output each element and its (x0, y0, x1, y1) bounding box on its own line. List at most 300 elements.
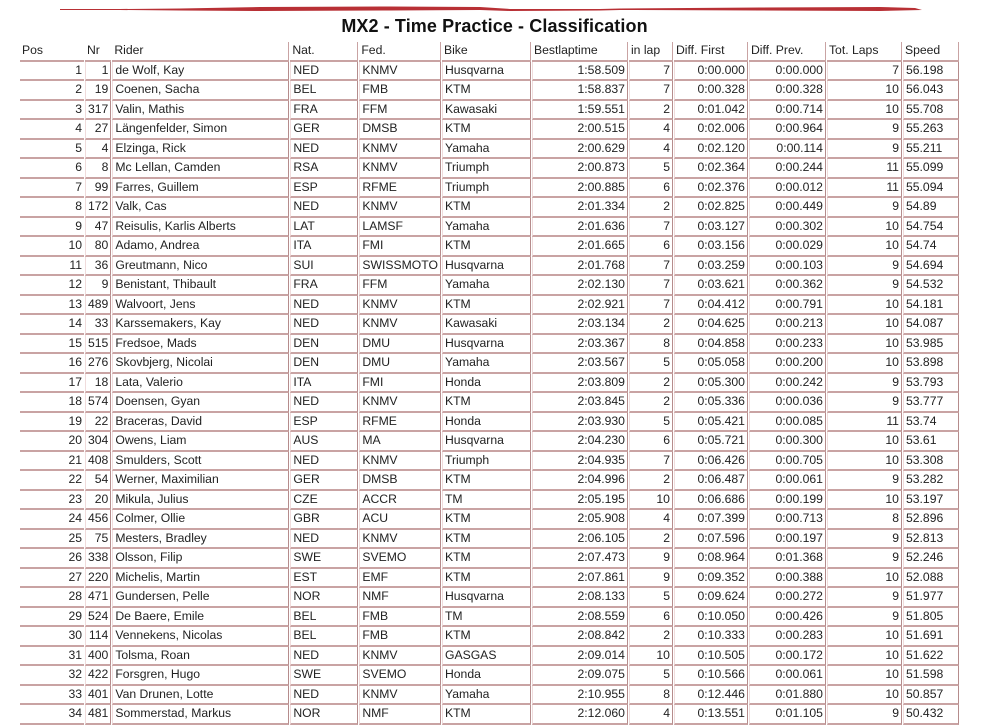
cell-diff-prev: 0:01.880 (749, 686, 826, 706)
cell-in-lap: 2 (629, 198, 673, 218)
cell-bestlaptime: 2:08.133 (532, 588, 628, 608)
cell-rider: de Wolf, Kay (112, 62, 289, 82)
cell-nr: 99 (85, 179, 111, 199)
column-header-diff-prev: Diff. Prev. (749, 42, 826, 62)
cell-bike: Triumph (442, 159, 531, 179)
cell-speed: 52.813 (903, 530, 959, 550)
cell-bike: Yamaha (442, 218, 531, 238)
cell-in-lap: 7 (629, 276, 673, 296)
cell-nr: 54 (85, 471, 111, 491)
cell-speed: 53.74 (903, 413, 959, 433)
cell-pos: 10 (20, 237, 84, 257)
cell-bike: TM (442, 491, 531, 511)
cell-in-lap: 2 (629, 393, 673, 413)
cell-rider: Doensen, Gyan (112, 393, 289, 413)
cell-fed: RFME (359, 179, 441, 199)
cell-diff-prev: 0:00.964 (749, 120, 826, 140)
cell-in-lap: 10 (629, 647, 673, 667)
cell-bestlaptime: 2:03.930 (532, 413, 628, 433)
cell-bike: KTM (442, 237, 531, 257)
cell-diff-prev: 0:00.713 (749, 510, 826, 530)
cell-tot-laps: 10 (827, 627, 902, 647)
cell-rider: Lata, Valerio (112, 374, 289, 394)
cell-bestlaptime: 2:00.515 (532, 120, 628, 140)
table-row (20, 218, 959, 238)
cell-nat: ITA (290, 237, 358, 257)
table-row (20, 647, 959, 667)
table-row (20, 705, 959, 725)
cell-diff-first: 0:10.566 (674, 666, 748, 686)
table-row (20, 159, 959, 179)
table-row (20, 315, 959, 335)
table-row (20, 198, 959, 218)
cell-fed: KNMV (359, 393, 441, 413)
cell-nr: 22 (85, 413, 111, 433)
cell-diff-first: 0:10.333 (674, 627, 748, 647)
cell-diff-first: 0:01.042 (674, 101, 748, 121)
cell-nr: 574 (85, 393, 111, 413)
cell-in-lap: 2 (629, 471, 673, 491)
cell-fed: KNMV (359, 159, 441, 179)
cell-in-lap: 4 (629, 705, 673, 725)
cell-fed: NMF (359, 588, 441, 608)
cell-bike: KTM (442, 510, 531, 530)
cell-diff-first: 0:13.551 (674, 705, 748, 725)
cell-in-lap: 6 (629, 432, 673, 452)
cell-pos: 8 (20, 198, 84, 218)
cell-nr: 220 (85, 569, 111, 589)
cell-bike: TM (442, 608, 531, 628)
cell-speed: 52.088 (903, 569, 959, 589)
cell-diff-first: 0:06.487 (674, 471, 748, 491)
cell-fed: DMU (359, 335, 441, 355)
cell-pos: 1 (20, 62, 84, 82)
cell-speed: 54.532 (903, 276, 959, 296)
cell-rider: Adamo, Andrea (112, 237, 289, 257)
cell-tot-laps: 11 (827, 179, 902, 199)
cell-rider: Gundersen, Pelle (112, 588, 289, 608)
cell-speed: 53.898 (903, 354, 959, 374)
cell-diff-first: 0:05.721 (674, 432, 748, 452)
cell-speed: 52.896 (903, 510, 959, 530)
column-header-fed: Fed. (359, 42, 441, 62)
cell-bike: KTM (442, 549, 531, 569)
cell-tot-laps: 9 (827, 393, 902, 413)
cell-nat: NED (290, 452, 358, 472)
cell-bike: KTM (442, 530, 531, 550)
cell-pos: 7 (20, 179, 84, 199)
cell-tot-laps: 10 (827, 491, 902, 511)
table-row (20, 569, 959, 589)
cell-in-lap: 9 (629, 569, 673, 589)
page-title: MX2 - Time Practice - Classification (341, 16, 648, 36)
cell-in-lap: 2 (629, 627, 673, 647)
cell-diff-prev: 0:00.714 (749, 101, 826, 121)
cell-speed: 53.308 (903, 452, 959, 472)
cell-nat: NED (290, 198, 358, 218)
cell-fed: KNMV (359, 140, 441, 160)
cell-tot-laps: 10 (827, 569, 902, 589)
cell-in-lap: 7 (629, 452, 673, 472)
cell-diff-first: 0:06.686 (674, 491, 748, 511)
cell-nr: 172 (85, 198, 111, 218)
cell-nat: NED (290, 530, 358, 550)
cell-diff-first: 0:06.426 (674, 452, 748, 472)
cell-bestlaptime: 2:00.885 (532, 179, 628, 199)
cell-bestlaptime: 2:07.473 (532, 549, 628, 569)
cell-nr: 338 (85, 549, 111, 569)
cell-nat: LAT (290, 218, 358, 238)
cell-speed: 51.691 (903, 627, 959, 647)
cell-rider: Mikula, Julius (112, 491, 289, 511)
cell-diff-prev: 0:00.000 (749, 62, 826, 82)
cell-pos: 19 (20, 413, 84, 433)
cell-tot-laps: 9 (827, 120, 902, 140)
table-row (20, 237, 959, 257)
cell-tot-laps: 11 (827, 159, 902, 179)
cell-bestlaptime: 2:07.861 (532, 569, 628, 589)
cell-pos: 18 (20, 393, 84, 413)
cell-bestlaptime: 2:05.195 (532, 491, 628, 511)
cell-rider: Längenfelder, Simon (112, 120, 289, 140)
cell-nat: GBR (290, 510, 358, 530)
cell-nr: 19 (85, 81, 111, 101)
cell-fed: KNMV (359, 647, 441, 667)
cell-fed: SVEMO (359, 666, 441, 686)
cell-rider: Tolsma, Roan (112, 647, 289, 667)
cell-fed: DMSB (359, 471, 441, 491)
cell-diff-first: 0:10.505 (674, 647, 748, 667)
cell-fed: FFM (359, 276, 441, 296)
cell-tot-laps: 10 (827, 354, 902, 374)
cell-diff-first: 0:00.328 (674, 81, 748, 101)
cell-speed: 55.263 (903, 120, 959, 140)
cell-bestlaptime: 2:02.130 (532, 276, 628, 296)
cell-fed: FMI (359, 237, 441, 257)
cell-nr: 4 (85, 140, 111, 160)
cell-rider: Farres, Guillem (112, 179, 289, 199)
cell-pos: 34 (20, 705, 84, 725)
cell-bestlaptime: 2:01.334 (532, 198, 628, 218)
cell-diff-first: 0:03.156 (674, 237, 748, 257)
table-row (20, 179, 959, 199)
cell-nat: DEN (290, 335, 358, 355)
column-header-pos: Pos (20, 42, 84, 62)
column-header-speed: Speed (903, 42, 959, 62)
cell-diff-prev: 0:01.105 (749, 705, 826, 725)
cell-diff-prev: 0:00.388 (749, 569, 826, 589)
cell-pos: 3 (20, 101, 84, 121)
cell-nr: 489 (85, 296, 111, 316)
cell-speed: 51.598 (903, 666, 959, 686)
cell-bike: Husqvarna (442, 62, 531, 82)
table-row (20, 491, 959, 511)
cell-bestlaptime: 2:09.014 (532, 647, 628, 667)
cell-nat: GER (290, 120, 358, 140)
cell-fed: EMF (359, 569, 441, 589)
cell-diff-first: 0:02.120 (674, 140, 748, 160)
column-header-nat: Nat. (290, 42, 358, 62)
cell-pos: 32 (20, 666, 84, 686)
cell-diff-prev: 0:00.242 (749, 374, 826, 394)
cell-tot-laps: 10 (827, 315, 902, 335)
cell-bestlaptime: 2:00.629 (532, 140, 628, 160)
cell-diff-first: 0:08.964 (674, 549, 748, 569)
cell-rider: Werner, Maximilian (112, 471, 289, 491)
table-row (20, 452, 959, 472)
cell-tot-laps: 9 (827, 471, 902, 491)
cell-in-lap: 6 (629, 237, 673, 257)
column-header-nr: Nr (85, 42, 111, 62)
cell-diff-first: 0:02.364 (674, 159, 748, 179)
cell-bike: KTM (442, 569, 531, 589)
cell-rider: Coenen, Sacha (112, 81, 289, 101)
cell-nat: BEL (290, 81, 358, 101)
table-row (20, 588, 959, 608)
cell-tot-laps: 10 (827, 218, 902, 238)
cell-fed: FMB (359, 81, 441, 101)
cell-diff-prev: 0:00.029 (749, 237, 826, 257)
cell-bestlaptime: 1:58.509 (532, 62, 628, 82)
cell-tot-laps: 11 (827, 413, 902, 433)
cell-diff-first: 0:00.000 (674, 62, 748, 82)
cell-rider: Braceras, David (112, 413, 289, 433)
cell-nat: NED (290, 140, 358, 160)
cell-pos: 6 (20, 159, 84, 179)
cell-pos: 14 (20, 315, 84, 335)
cell-nat: BEL (290, 608, 358, 628)
column-header-bestlaptime: Bestlaptime (532, 42, 628, 62)
cell-pos: 16 (20, 354, 84, 374)
cell-nr: 114 (85, 627, 111, 647)
cell-nr: 27 (85, 120, 111, 140)
cell-pos: 21 (20, 452, 84, 472)
header-brush-stroke (60, 4, 925, 14)
cell-bike: Yamaha (442, 354, 531, 374)
cell-diff-prev: 0:00.272 (749, 588, 826, 608)
cell-tot-laps: 9 (827, 140, 902, 160)
cell-nr: 80 (85, 237, 111, 257)
cell-speed: 53.777 (903, 393, 959, 413)
cell-rider: Forsgren, Hugo (112, 666, 289, 686)
cell-in-lap: 7 (629, 81, 673, 101)
cell-bike: KTM (442, 627, 531, 647)
table-row (20, 608, 959, 628)
cell-pos: 30 (20, 627, 84, 647)
table-row (20, 413, 959, 433)
cell-diff-first: 0:02.006 (674, 120, 748, 140)
table-row (20, 549, 959, 569)
cell-bike: Husqvarna (442, 432, 531, 452)
table-row (20, 666, 959, 686)
cell-nr: 471 (85, 588, 111, 608)
cell-nr: 400 (85, 647, 111, 667)
cell-pos: 31 (20, 647, 84, 667)
table-row (20, 81, 959, 101)
cell-pos: 27 (20, 569, 84, 589)
cell-rider: Valk, Cas (112, 198, 289, 218)
cell-bike: Kawasaki (442, 315, 531, 335)
cell-fed: KNMV (359, 686, 441, 706)
cell-speed: 53.985 (903, 335, 959, 355)
cell-bike: GASGAS (442, 647, 531, 667)
cell-speed: 56.198 (903, 62, 959, 82)
cell-bestlaptime: 2:03.367 (532, 335, 628, 355)
cell-fed: MA (359, 432, 441, 452)
cell-tot-laps: 9 (827, 374, 902, 394)
cell-in-lap: 2 (629, 315, 673, 335)
table-row (20, 120, 959, 140)
cell-tot-laps: 10 (827, 686, 902, 706)
cell-speed: 54.694 (903, 257, 959, 277)
cell-pos: 11 (20, 257, 84, 277)
cell-fed: ACCR (359, 491, 441, 511)
cell-bestlaptime: 2:03.809 (532, 374, 628, 394)
cell-nat: NOR (290, 588, 358, 608)
cell-bestlaptime: 2:08.842 (532, 627, 628, 647)
cell-nat: NED (290, 647, 358, 667)
cell-tot-laps: 8 (827, 510, 902, 530)
cell-bestlaptime: 2:01.768 (532, 257, 628, 277)
table-row (20, 530, 959, 550)
cell-diff-first: 0:03.127 (674, 218, 748, 238)
cell-rider: Olsson, Filip (112, 549, 289, 569)
cell-pos: 4 (20, 120, 84, 140)
table-row (20, 296, 959, 316)
cell-diff-prev: 0:00.300 (749, 432, 826, 452)
cell-fed: FMI (359, 374, 441, 394)
cell-nr: 456 (85, 510, 111, 530)
cell-nat: RSA (290, 159, 358, 179)
cell-diff-first: 0:07.399 (674, 510, 748, 530)
cell-bestlaptime: 1:58.837 (532, 81, 628, 101)
cell-pos: 17 (20, 374, 84, 394)
cell-nat: GER (290, 471, 358, 491)
cell-rider: Reisulis, Karlis Alberts (112, 218, 289, 238)
cell-speed: 55.211 (903, 140, 959, 160)
cell-diff-first: 0:04.625 (674, 315, 748, 335)
cell-speed: 53.282 (903, 471, 959, 491)
cell-fed: NMF (359, 705, 441, 725)
cell-rider: Karssemakers, Kay (112, 315, 289, 335)
cell-in-lap: 5 (629, 588, 673, 608)
cell-bike: Honda (442, 413, 531, 433)
cell-bike: Husqvarna (442, 335, 531, 355)
cell-in-lap: 2 (629, 374, 673, 394)
cell-diff-prev: 0:00.426 (749, 608, 826, 628)
cell-in-lap: 10 (629, 491, 673, 511)
table-row (20, 627, 959, 647)
cell-nat: BEL (290, 627, 358, 647)
table-row (20, 335, 959, 355)
cell-fed: FMB (359, 608, 441, 628)
cell-bike: Honda (442, 374, 531, 394)
cell-fed: KNMV (359, 452, 441, 472)
cell-speed: 51.622 (903, 647, 959, 667)
cell-speed: 51.977 (903, 588, 959, 608)
cell-diff-prev: 0:00.061 (749, 471, 826, 491)
cell-nr: 8 (85, 159, 111, 179)
cell-bestlaptime: 2:00.873 (532, 159, 628, 179)
cell-in-lap: 2 (629, 101, 673, 121)
cell-diff-prev: 0:00.213 (749, 315, 826, 335)
cell-nat: NED (290, 62, 358, 82)
cell-fed: KNMV (359, 530, 441, 550)
cell-diff-prev: 0:00.103 (749, 257, 826, 277)
cell-pos: 23 (20, 491, 84, 511)
cell-diff-first: 0:09.624 (674, 588, 748, 608)
cell-nat: ESP (290, 179, 358, 199)
cell-fed: FFM (359, 101, 441, 121)
cell-nat: NED (290, 686, 358, 706)
cell-in-lap: 7 (629, 257, 673, 277)
cell-bestlaptime: 2:05.908 (532, 510, 628, 530)
cell-diff-prev: 0:00.061 (749, 666, 826, 686)
cell-rider: Walvoort, Jens (112, 296, 289, 316)
cell-nat: CZE (290, 491, 358, 511)
cell-diff-first: 0:05.058 (674, 354, 748, 374)
cell-nr: 317 (85, 101, 111, 121)
cell-diff-first: 0:04.858 (674, 335, 748, 355)
cell-pos: 29 (20, 608, 84, 628)
cell-diff-first: 0:05.300 (674, 374, 748, 394)
cell-diff-first: 0:09.352 (674, 569, 748, 589)
table-row (20, 432, 959, 452)
cell-diff-first: 0:03.621 (674, 276, 748, 296)
cell-rider: Greutmann, Nico (112, 257, 289, 277)
cell-speed: 55.099 (903, 159, 959, 179)
cell-fed: RFME (359, 413, 441, 433)
cell-diff-prev: 0:00.328 (749, 81, 826, 101)
cell-nr: 20 (85, 491, 111, 511)
cell-fed: SVEMO (359, 549, 441, 569)
cell-tot-laps: 10 (827, 81, 902, 101)
cell-pos: 28 (20, 588, 84, 608)
cell-bike: Husqvarna (442, 257, 531, 277)
cell-diff-first: 0:12.446 (674, 686, 748, 706)
cell-nr: 75 (85, 530, 111, 550)
cell-in-lap: 5 (629, 354, 673, 374)
cell-diff-first: 0:03.259 (674, 257, 748, 277)
column-header-rider: Rider (112, 42, 289, 62)
cell-bestlaptime: 2:04.230 (532, 432, 628, 452)
cell-tot-laps: 9 (827, 198, 902, 218)
cell-diff-first: 0:07.596 (674, 530, 748, 550)
cell-bike: KTM (442, 81, 531, 101)
cell-diff-prev: 0:00.283 (749, 627, 826, 647)
column-header-tot-laps: Tot. Laps (827, 42, 902, 62)
cell-in-lap: 5 (629, 666, 673, 686)
cell-bike: KTM (442, 120, 531, 140)
cell-in-lap: 2 (629, 530, 673, 550)
cell-tot-laps: 10 (827, 101, 902, 121)
cell-nr: 47 (85, 218, 111, 238)
cell-nat: SUI (290, 257, 358, 277)
cell-tot-laps: 10 (827, 335, 902, 355)
cell-nr: 9 (85, 276, 111, 296)
cell-fed: KNMV (359, 62, 441, 82)
cell-nr: 33 (85, 315, 111, 335)
table-body (20, 62, 959, 725)
cell-tot-laps: 9 (827, 705, 902, 725)
cell-nat: SWE (290, 666, 358, 686)
cell-diff-first: 0:05.421 (674, 413, 748, 433)
cell-diff-prev: 0:00.197 (749, 530, 826, 550)
cell-nat: DEN (290, 354, 358, 374)
cell-fed: ACU (359, 510, 441, 530)
cell-speed: 55.708 (903, 101, 959, 121)
cell-rider: Owens, Liam (112, 432, 289, 452)
